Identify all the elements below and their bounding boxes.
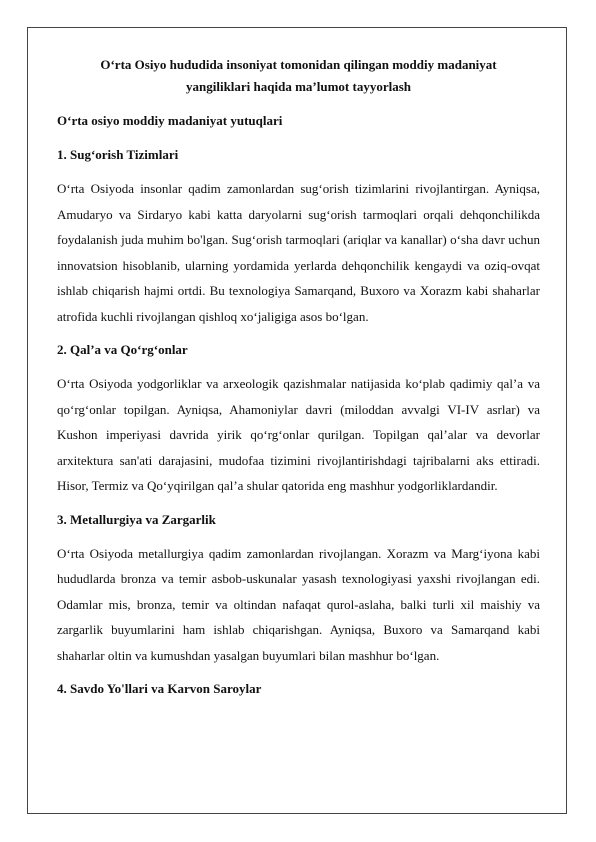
section-heading-1: 1. Sug‘orish Tizimlari bbox=[57, 147, 179, 162]
document-subtitle: O‘rta osiyo moddiy madaniyat yutuqlari bbox=[57, 113, 283, 128]
document-title bbox=[57, 54, 540, 98]
document-body bbox=[57, 54, 540, 700]
document-title-line2: yangiliklari haqida ma’lumot tayyorlash bbox=[186, 79, 411, 94]
document-title-line1: O‘rta Osiyo hududida insoniyat tomonidan qilingan moddiy madaniyat bbox=[100, 57, 497, 72]
section-body-1: O‘rta Osiyoda insonlar qadim zamonlardan sug‘orish tizimlarini rivojlantirgan. Ayniqsa, Amudaryo va Sirdaryo kabi katta daryolarni sug‘orish tarmoqlari orqali dehqonchilikda foydalanish juda muhim bo'lgan. Sug‘orish tarmoqlari (ariqlar va kanallar) o‘sha davr uchun innovatsion hisoblanib, ularning yordamida yerlarda dehqonchilik kengaydi va oziq-ovqat ishlab chiqarish hajmi ortdi. Bu texnologiya Samarqand, Buxoro va Xorazm kabi shaharlar atrofida kuchli rivojlangan qishloq xo‘jaligiga asos bo‘lgan. bbox=[57, 181, 540, 324]
section-body-3: O‘rta Osiyoda metallurgiya qadim zamonlardan rivojlangan. Xorazm va Marg‘iyona kabi hududlarda bronza va temir asbob-uskunalar yasash texnologiyasi yaxshi rivojlangan edi. Odamlar mis, bronza, temir va oltindan nafaqat qurol-aslaha, balki turli xil maishiy va zargarlik buyumlarini ham ishlab chiqarishgan. Ayniqsa, Buxoro va Samarqand kabi shaharlar oltin va kumushdan yasalgan buyumlari bilan mashhur bo‘lgan. bbox=[57, 545, 540, 663]
section-body-2: O‘rta Osiyoda yodgorliklar va arxeologik qazishmalar natijasida ko‘plab qadimiy qal’a va qo‘rg‘onlar topilgan. Ayniqsa, Ahamoniylar davri (miloddan avvalgi VI-IV asrlar) va Kushon imperiyasi davrida yirik qo‘rg‘onlar qurilgan. Topilgan qal’alar va devorlar arxitektura san'ati darajasini, mudofaa tizimini rivojlantirishdagi tajribalarni aks ettiradi. Hisor, Termiz va Qo‘yqirilgan qal’a shular qatorida eng mashhur yodgorliklardandir. bbox=[57, 376, 540, 493]
section-heading-3: 3. Metallurgiya va Zargarlik bbox=[57, 511, 216, 527]
section-heading-2: 2. Qal’a va Qo‘rg‘onlar bbox=[57, 342, 188, 357]
section-heading-4: 4. Savdo Yo'llari va Karvon Saroylar bbox=[57, 681, 262, 696]
